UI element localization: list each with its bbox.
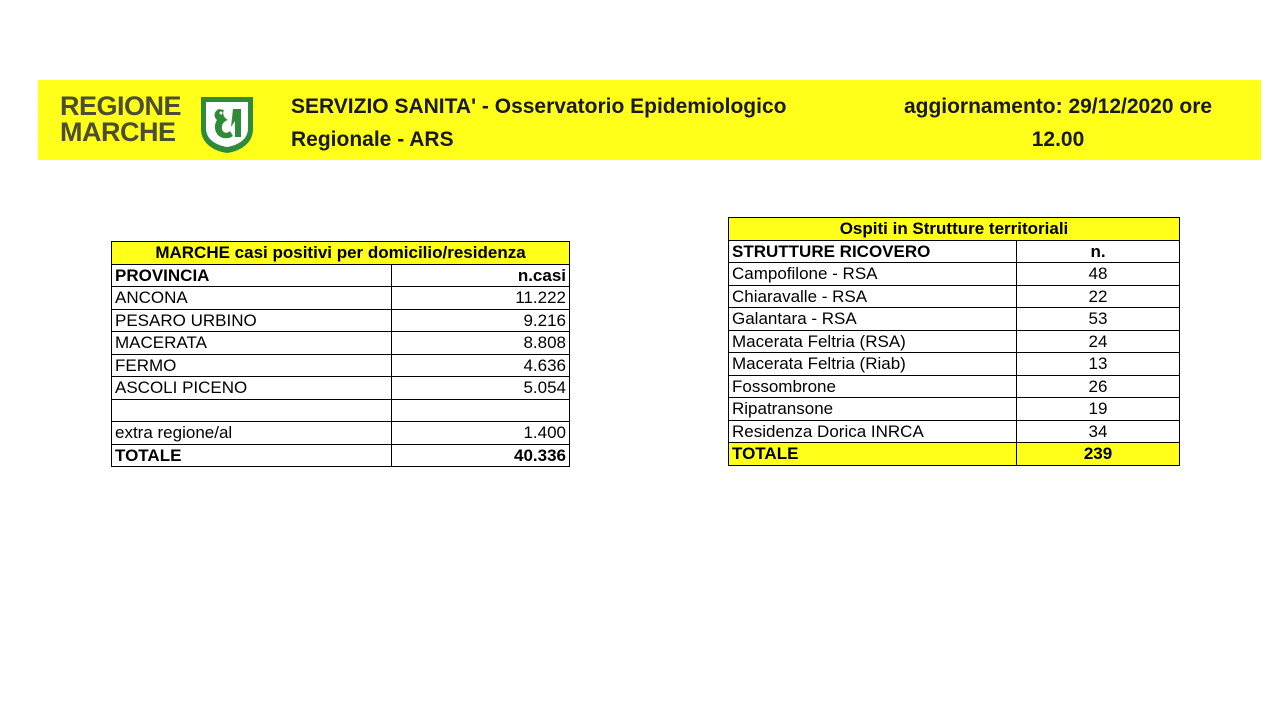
- table-row: [729, 420, 1180, 443]
- column-header-strutture: STRUTTURE RICOVERO: [729, 240, 1017, 263]
- province-name: ANCONA: [112, 287, 392, 310]
- facilities-table-title: Ospiti in Strutture territoriali: [729, 218, 1180, 241]
- table-row: [112, 422, 570, 445]
- regione-marche-logo: [60, 93, 260, 155]
- column-header-n: n.: [1017, 240, 1180, 263]
- table-row: [112, 287, 570, 310]
- facility-count: 53: [1017, 308, 1180, 331]
- column-header-provincia: PROVINCIA: [112, 264, 392, 287]
- table-row: [112, 377, 570, 400]
- province-name: PESARO URBINO: [112, 309, 392, 332]
- facility-guests-table: [728, 217, 1180, 466]
- logo-line-1: REGIONE: [60, 91, 182, 121]
- service-title: [291, 90, 851, 156]
- total-value: 40.336: [392, 444, 570, 467]
- province-cases: 1.400: [392, 422, 570, 445]
- facility-count: 24: [1017, 330, 1180, 353]
- province-name: ASCOLI PICENO: [112, 377, 392, 400]
- table-row: [729, 285, 1180, 308]
- facility-name: Macerata Feltria (Riab): [729, 353, 1017, 376]
- total-row: [729, 443, 1180, 466]
- total-value: 239: [1017, 443, 1180, 466]
- facility-name: Ripatransone: [729, 398, 1017, 421]
- facility-name: Galantara - RSA: [729, 308, 1017, 331]
- logo-text: [60, 93, 181, 145]
- province-name: FERMO: [112, 354, 392, 377]
- total-label: TOTALE: [729, 443, 1017, 466]
- facility-count: 22: [1017, 285, 1180, 308]
- table-row: [112, 309, 570, 332]
- facility-count: 13: [1017, 353, 1180, 376]
- table-row: [112, 332, 570, 355]
- table-row: [729, 353, 1180, 376]
- facility-count: 48: [1017, 263, 1180, 286]
- table-row: [112, 354, 570, 377]
- table-row: [729, 308, 1180, 331]
- table-row: [729, 398, 1180, 421]
- table-row: [729, 263, 1180, 286]
- facility-name: Residenza Dorica INRCA: [729, 420, 1017, 443]
- table-row: [112, 399, 570, 422]
- table-row: [729, 330, 1180, 353]
- province-cases: 5.054: [392, 377, 570, 400]
- column-header-ncasi: n.casi: [392, 264, 570, 287]
- cases-table-title: MARCHE casi positivi per domicilio/residenza: [112, 242, 570, 265]
- total-row: [112, 444, 570, 467]
- total-label: TOTALE: [112, 444, 392, 467]
- table-row: [729, 375, 1180, 398]
- province-cases: 11.222: [392, 287, 570, 310]
- facility-name: Campofilone - RSA: [729, 263, 1017, 286]
- update-date-line-2: 12.00: [1031, 128, 1085, 151]
- facility-count: 34: [1017, 420, 1180, 443]
- service-title-line-2: Regionale - ARS: [291, 128, 454, 151]
- facility-count: 19: [1017, 398, 1180, 421]
- province-cases: 8.808: [392, 332, 570, 355]
- regione-emblem-icon: [197, 93, 257, 155]
- facility-name: Macerata Feltria (RSA): [729, 330, 1017, 353]
- province-cases: [392, 399, 570, 422]
- province-name: MACERATA: [112, 332, 392, 355]
- logo-line-2: MARCHE: [60, 117, 176, 147]
- header-banner: [38, 80, 1261, 160]
- cases-by-province-table: [111, 241, 570, 467]
- update-date: [878, 90, 1238, 156]
- facility-count: 26: [1017, 375, 1180, 398]
- facility-name: Fossombrone: [729, 375, 1017, 398]
- service-title-line-1: SERVIZIO SANITA' - Osservatorio Epidemiologico: [291, 95, 787, 118]
- province-name: [112, 399, 392, 422]
- update-date-line-1: aggiornamento: 29/12/2020 ore: [903, 95, 1213, 118]
- province-cases: 9.216: [392, 309, 570, 332]
- province-name: extra regione/al: [112, 422, 392, 445]
- province-cases: 4.636: [392, 354, 570, 377]
- facility-name: Chiaravalle - RSA: [729, 285, 1017, 308]
